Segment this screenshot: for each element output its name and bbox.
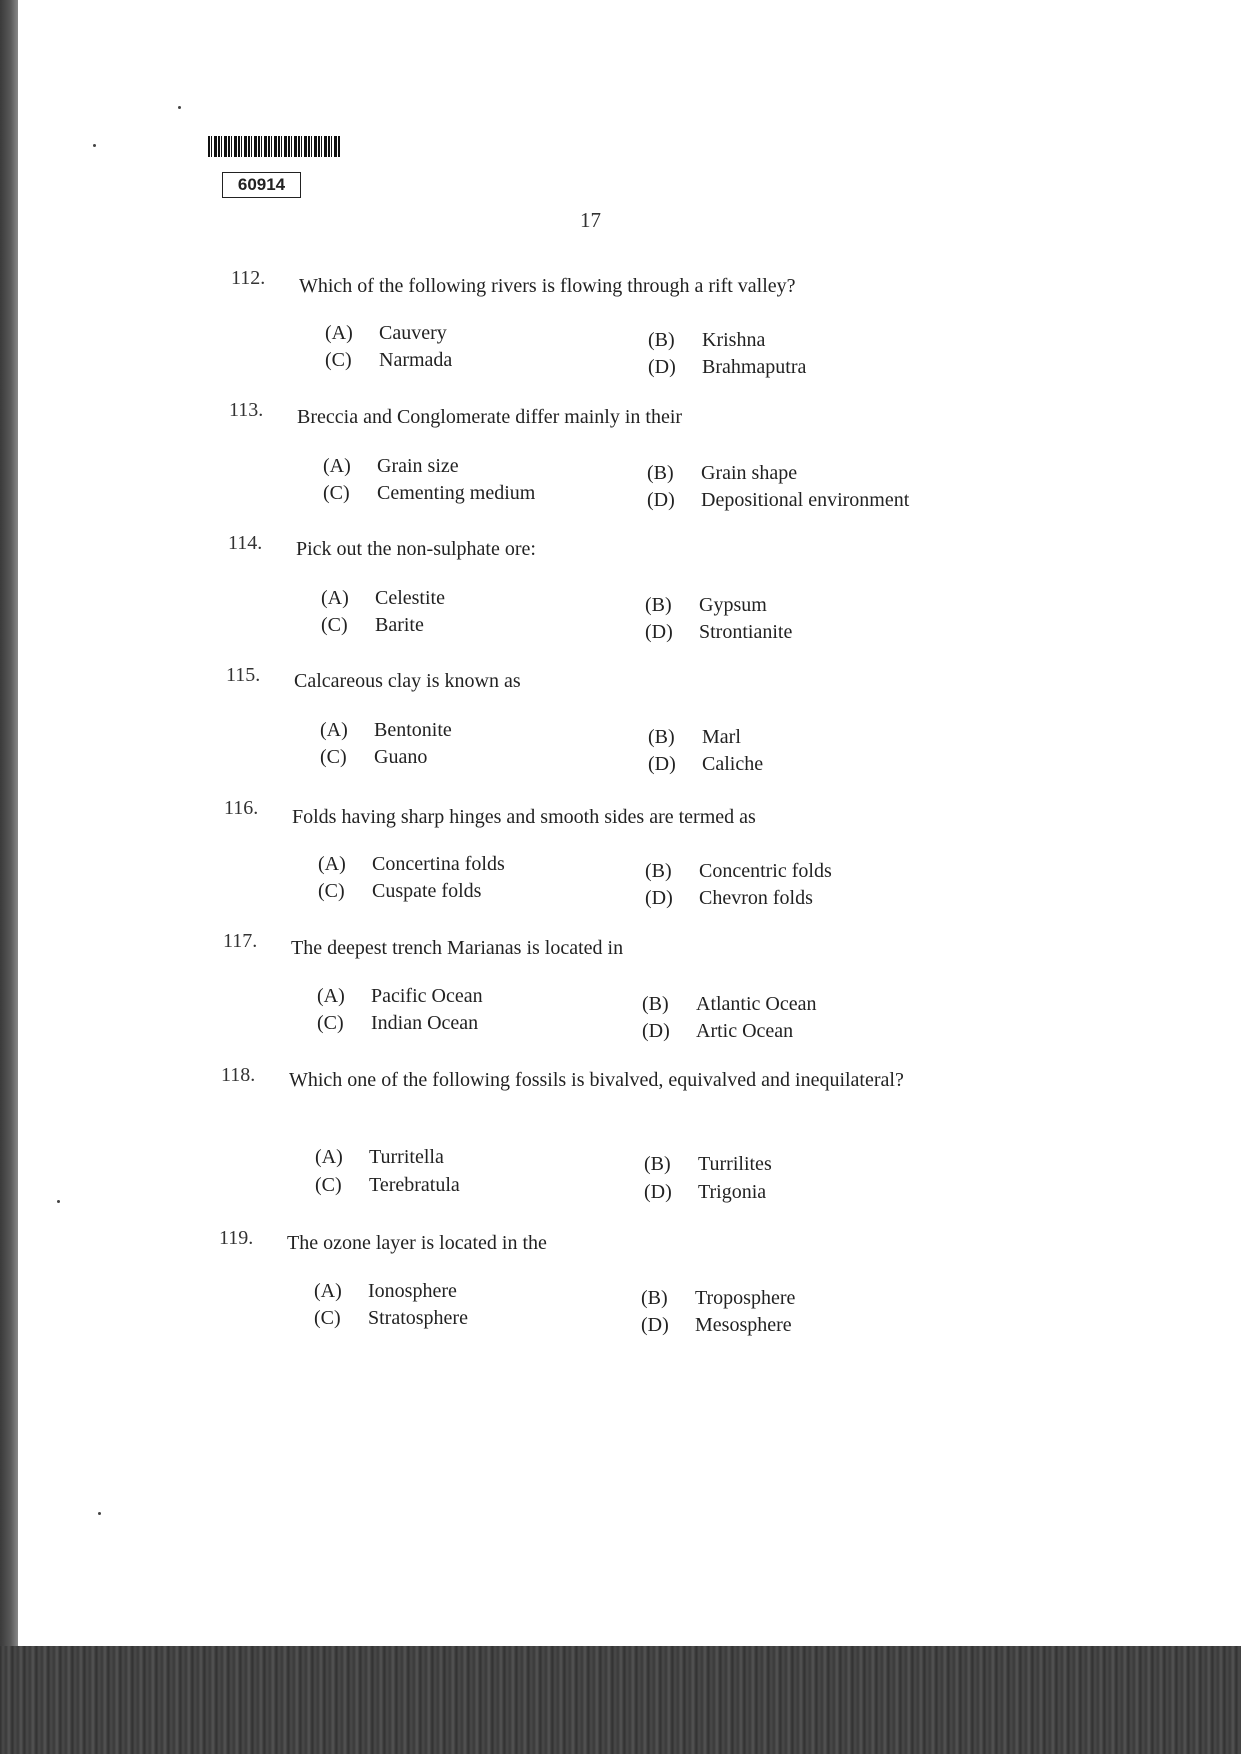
option-d: (D) Trigonia bbox=[644, 1181, 767, 1203]
option-b: (B) Krishna bbox=[648, 329, 766, 351]
option-a: (A) Concertina folds bbox=[318, 853, 505, 875]
option-d: (D) Brahmaputra bbox=[648, 356, 807, 378]
option-d: (D) Strontianite bbox=[645, 621, 793, 643]
option-a: (A) Turritella bbox=[315, 1146, 444, 1168]
option-b: (B) Turrilites bbox=[644, 1153, 772, 1175]
option-c: (C) Barite bbox=[321, 614, 424, 636]
option-b: (B) Concentric folds bbox=[645, 860, 832, 882]
question-text: The ozone layer is located in the bbox=[287, 1232, 547, 1254]
question-number: 113. bbox=[229, 399, 264, 421]
question-number: 116. bbox=[224, 797, 259, 819]
question-text: Calcareous clay is known as bbox=[294, 670, 521, 692]
option-a: (A) Ionosphere bbox=[314, 1280, 457, 1302]
scan-speck bbox=[57, 1200, 60, 1203]
question-number: 115. bbox=[226, 664, 261, 686]
option-d: (D) Artic Ocean bbox=[642, 1020, 794, 1042]
question-text: Pick out the non-sulphate ore: bbox=[296, 538, 536, 560]
page-number: 17 bbox=[580, 208, 601, 232]
option-c: (C) Stratosphere bbox=[314, 1307, 468, 1329]
question-number: 112. bbox=[231, 267, 266, 289]
booklet-code: 60914 bbox=[222, 172, 301, 198]
option-a: (A) Pacific Ocean bbox=[317, 985, 483, 1007]
option-a: (A) Celestite bbox=[321, 587, 445, 609]
barcode bbox=[208, 136, 341, 157]
option-c: (C) Cementing medium bbox=[323, 482, 536, 504]
option-a: (A) Cauvery bbox=[325, 322, 447, 344]
question-text: The deepest trench Marianas is located in bbox=[291, 937, 624, 959]
option-b: (B) Marl bbox=[648, 726, 741, 748]
question-text: Breccia and Conglomerate differ mainly in their bbox=[297, 406, 683, 428]
question-number: 119. bbox=[219, 1227, 254, 1249]
option-c: (C) Indian Ocean bbox=[317, 1012, 479, 1034]
option-d: (D) Caliche bbox=[648, 753, 764, 775]
option-b: (B) Troposphere bbox=[641, 1287, 796, 1309]
question-number: 114. bbox=[228, 532, 263, 554]
option-b: (B) Grain shape bbox=[647, 462, 798, 484]
option-c: (C) Cuspate folds bbox=[318, 880, 482, 902]
option-a: (A) Grain size bbox=[323, 455, 459, 477]
option-b: (B) Atlantic Ocean bbox=[642, 993, 817, 1015]
option-c: (C) Guano bbox=[320, 746, 428, 768]
scan-bottom-edge bbox=[0, 1646, 1241, 1754]
option-d: (D) Depositional environment bbox=[647, 489, 910, 511]
option-a: (A) Bentonite bbox=[320, 719, 452, 741]
scan-speck bbox=[93, 144, 96, 147]
option-b: (B) Gypsum bbox=[645, 594, 767, 616]
scan-speck bbox=[178, 106, 181, 109]
scan-left-edge bbox=[0, 0, 18, 1754]
question-number: 118. bbox=[221, 1064, 256, 1086]
option-d: (D) Mesosphere bbox=[641, 1314, 792, 1336]
question-text: Folds having sharp hinges and smooth sides are termed as bbox=[292, 806, 756, 828]
option-c: (C) Terebratula bbox=[315, 1174, 460, 1196]
question-text: Which of the following rivers is flowing through a rift valley? bbox=[299, 275, 796, 297]
option-d: (D) Chevron folds bbox=[645, 887, 813, 909]
option-c: (C) Narmada bbox=[325, 349, 453, 371]
scan-speck bbox=[98, 1512, 101, 1515]
question-text: Which one of the following fossils is bivalved, equivalved and inequilateral? bbox=[289, 1069, 904, 1091]
question-number: 117. bbox=[223, 930, 258, 952]
